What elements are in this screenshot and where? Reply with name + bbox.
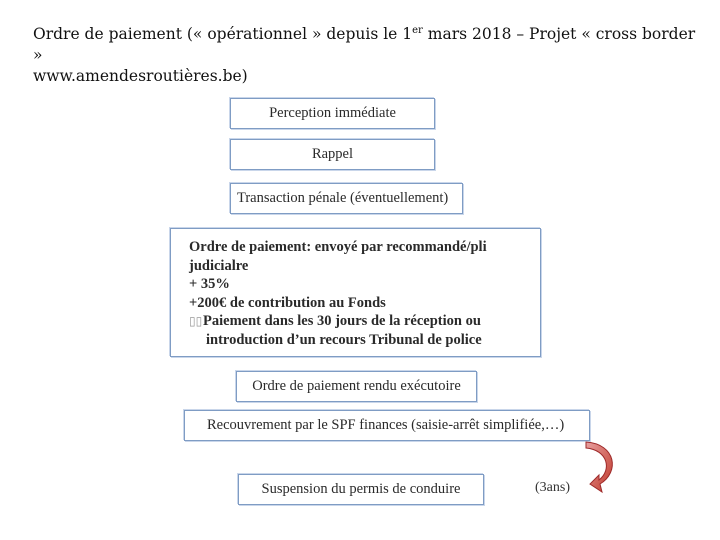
- curved-arrow-icon: [582, 438, 622, 498]
- step-rappel-box: [230, 139, 435, 170]
- step-executoire-label: Ordre de paiement rendu exécutoire: [252, 378, 461, 394]
- step-suspension-box: [238, 474, 484, 505]
- title-line2: www.amendesroutières.be): [33, 67, 248, 85]
- duration-note: (3ans): [535, 480, 570, 495]
- ordre-line-2: judicialre: [189, 257, 249, 274]
- title-superscript: er: [412, 24, 423, 36]
- title-part2: mars 2018 – Projet « cross border »: [33, 25, 696, 64]
- step-perception-label: Perception immédiate: [269, 105, 396, 121]
- step-transaction-label: Transaction pénale (éventuellement): [237, 190, 449, 206]
- ordre-line-4: +200€ de contribution au Fonds: [189, 294, 386, 311]
- step-rappel-label: Rappel: [311, 146, 354, 162]
- title-part1: Ordre de paiement (« opérationnel » depuis le 1: [33, 25, 413, 43]
- step-transaction-box: [230, 183, 463, 214]
- step-recouvrement-label: Recouvrement par le SPF finances (saisie-arrêt simplifiée,…): [207, 417, 565, 433]
- ordre-line-6: introduction d’un recours Tribunal de police: [206, 331, 482, 348]
- step-suspension-label: Suspension du permis de conduire: [261, 481, 461, 497]
- ordre-line-1: Ordre de paiement: envoyé par recommandé/pli: [189, 239, 487, 255]
- bullet-icon: ▯▯: [189, 314, 203, 328]
- step-executoire-box: [236, 371, 477, 402]
- page-title: [33, 24, 703, 87]
- step-perception-box: [230, 98, 435, 129]
- step-recouvrement-box: [184, 410, 590, 441]
- ordre-line-5-text: Paiement dans les 30 jours de la réception ou: [203, 313, 481, 329]
- step-ordre-paiement-box: [170, 228, 541, 357]
- ordre-line-5: [189, 312, 540, 331]
- ordre-line-3: + 35%: [189, 276, 230, 292]
